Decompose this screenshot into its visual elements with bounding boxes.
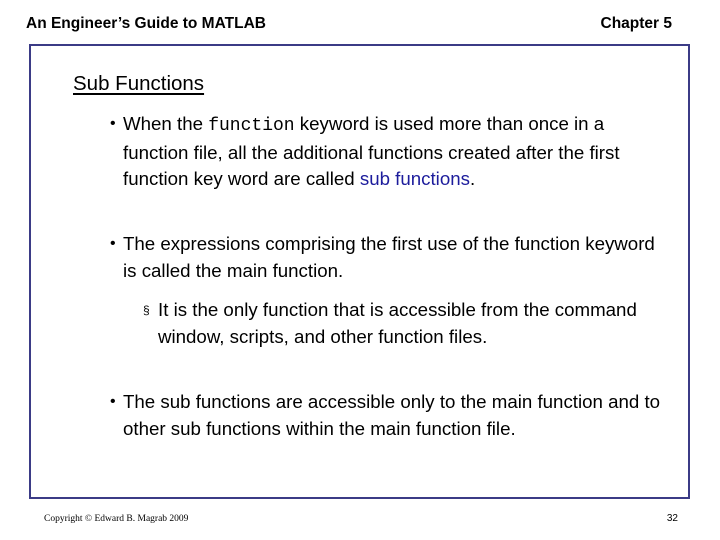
- chapter-label: Chapter 5: [600, 15, 672, 32]
- bullet-marker: •: [110, 393, 116, 410]
- bullet-item-1: [110, 111, 663, 193]
- sub-bullet-item: [143, 297, 678, 350]
- bullet-3-text: The sub functions are accessible only to the main function and to other sub functions within the main function file.: [123, 391, 661, 439]
- function-keyword-code: function: [208, 116, 295, 136]
- sub-functions-highlight: sub functions: [359, 168, 470, 189]
- bullet-item-3: [110, 389, 663, 442]
- bullet-marker: •: [110, 235, 116, 252]
- slide-title: Sub Functions: [73, 72, 205, 95]
- bullet-1-text-middle: keyword is used more than once in a function file, all the additional functions created after the first function key word are called: [123, 113, 620, 189]
- page-number: 32: [666, 513, 678, 524]
- copyright-notice: Copyright © Edward B. Magrab 2009: [44, 514, 189, 524]
- bullet-marker: •: [110, 115, 116, 132]
- sub-bullet-text: It is the only function that is accessible from the command window, scripts, and other function files.: [158, 299, 637, 347]
- bullet-item-2: [110, 231, 663, 284]
- bullet-1-text-end: .: [469, 168, 476, 189]
- sub-bullet-marker: §: [143, 303, 150, 317]
- bullet-2-text: The expressions comprising the first use of the function keyword is called the main function.: [123, 233, 655, 281]
- book-title: An Engineer’s Guide to MATLAB: [26, 15, 266, 32]
- bullet-1-text-start: When the: [123, 113, 209, 134]
